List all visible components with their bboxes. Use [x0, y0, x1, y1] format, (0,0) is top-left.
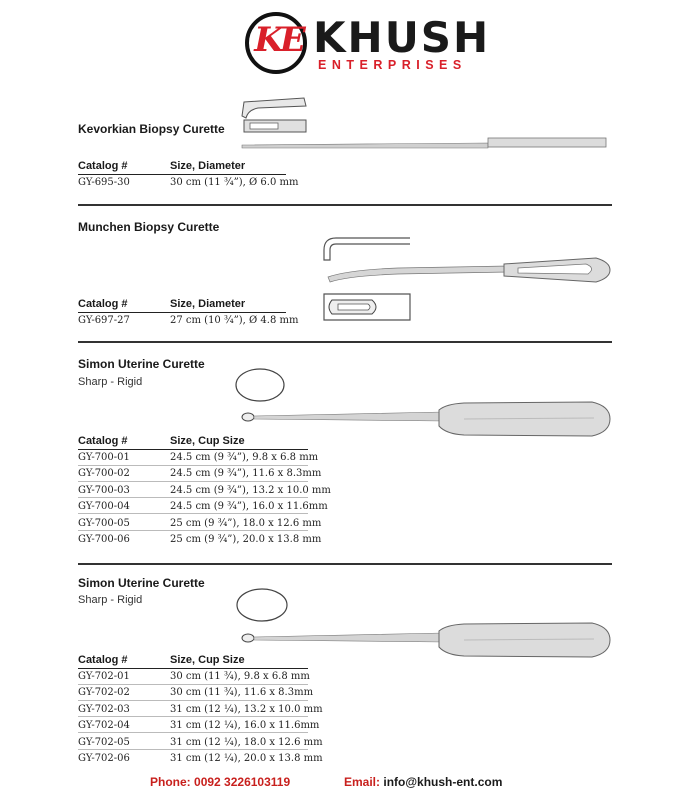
row-rule: [78, 481, 308, 482]
size-value: 30 cm (11 ¾), 11.6 x 8.3mm: [170, 687, 314, 698]
size-value: 24.5 cm (9 ¾”), 11.6 x 8.3mm: [170, 468, 322, 479]
row-rule: [78, 684, 308, 685]
catalog-number: GY-700-03: [78, 484, 130, 496]
size-value: 27 cm (10 ¾”), Ø 4.8 mm: [170, 314, 299, 326]
column-header-size: Size, Cup Size: [170, 435, 245, 447]
simon-curette-illustration: [234, 366, 618, 442]
table-row: [78, 669, 348, 686]
size-value: 31 cm (12 ¼), 13.2 x 10.0 mm: [170, 703, 323, 715]
catalog-number: GY-697-27: [78, 314, 130, 326]
product-title: Simon Uterine Curette: [78, 357, 205, 371]
product-title: Simon Uterine Curette: [78, 576, 205, 590]
product-subtitle: Sharp - Rigid: [78, 376, 143, 388]
catalog-number: GY-702-02: [78, 687, 130, 698]
row-rule: [78, 700, 308, 701]
brand-name: KHUSH: [313, 13, 491, 62]
catalog-number: GY-702-06: [78, 753, 130, 764]
phone-label: Phone:: [150, 775, 191, 789]
email-label: Email:: [344, 775, 381, 789]
table-row: [78, 313, 348, 330]
simon-curette-illustration: [234, 586, 618, 662]
size-value: 31 cm (12 ¼), 16.0 x 11.6mm: [170, 720, 320, 731]
table-rule: [78, 312, 286, 313]
column-header-size: Size, Diameter: [170, 298, 246, 310]
row-rule: [78, 732, 308, 733]
catalog-number: GY-700-05: [78, 517, 130, 529]
column-header-catalog: Catalog #: [78, 160, 128, 172]
catalog-number: GY-702-04: [78, 720, 130, 731]
catalog-number: GY-700-06: [78, 534, 130, 545]
product-title: Kevorkian Biopsy Curette: [78, 122, 225, 136]
catalog-number: GY-702-03: [78, 703, 130, 715]
section-divider: [78, 563, 612, 565]
column-header-size: Size, Cup Size: [170, 654, 245, 666]
column-header-size: Size, Diameter: [170, 160, 246, 172]
column-header-catalog: Catalog #: [78, 298, 128, 310]
catalog-number: GY-700-02: [78, 468, 130, 479]
table-rule: [78, 449, 308, 450]
catalog-number: GY-702-01: [78, 670, 130, 682]
table-rule: [78, 174, 286, 175]
logo-mark: KE: [254, 20, 302, 60]
section-divider: [78, 204, 612, 206]
section-divider: [78, 341, 612, 343]
product-title: Munchen Biopsy Curette: [78, 220, 220, 234]
size-value: 24.5 cm (9 ¾”), 13.2 x 10.0 mm: [170, 484, 331, 496]
catalog-number: GY-702-05: [78, 736, 130, 748]
munchen-curette-illustration: [318, 230, 618, 326]
row-rule: [78, 530, 308, 531]
row-rule: [78, 716, 308, 717]
row-rule: [78, 497, 308, 498]
table-row: [78, 751, 348, 768]
kevorkian-curette-illustration: [238, 96, 618, 158]
row-rule: [78, 465, 308, 466]
size-value: 30 cm (11 ¾”), Ø 6.0 mm: [170, 176, 299, 188]
size-value: 25 cm (9 ¾”), 20.0 x 13.8 mm: [170, 534, 322, 545]
table-row: [78, 532, 348, 549]
catalog-number: GY-700-01: [78, 451, 130, 463]
phone-number[interactable]: 0092 3226103119: [194, 775, 291, 789]
footer-phone: [150, 775, 290, 789]
size-value: 24.5 cm (9 ¾”), 16.0 x 11.6mm: [170, 501, 328, 512]
size-value: 24.5 cm (9 ¾”), 9.8 x 6.8 mm: [170, 451, 319, 463]
product-subtitle: Sharp - Rigid: [78, 594, 143, 606]
spec-table: [78, 433, 348, 549]
size-value: 31 cm (12 ¼), 18.0 x 12.6 mm: [170, 736, 323, 748]
size-value: 25 cm (9 ¾”), 18.0 x 12.6 mm: [170, 517, 322, 529]
catalog-number: GY-700-04: [78, 501, 130, 512]
size-value: 31 cm (12 ¼), 20.0 x 13.8 mm: [170, 753, 323, 764]
email-address[interactable]: info@khush-ent.com: [383, 775, 503, 789]
catalog-number: GY-695-30: [78, 176, 130, 188]
column-header-catalog: Catalog #: [78, 654, 128, 666]
table-row: [78, 450, 348, 467]
column-header-catalog: Catalog #: [78, 435, 128, 447]
row-rule: [78, 513, 308, 514]
table-row: [78, 175, 348, 192]
table-rule: [78, 668, 308, 669]
brand-subtitle: ENTERPRISES: [318, 58, 467, 72]
spec-table: [78, 652, 348, 768]
size-value: 30 cm (11 ¾), 9.8 x 6.8 mm: [170, 670, 310, 682]
footer-email: [344, 775, 502, 789]
row-rule: [78, 749, 308, 750]
